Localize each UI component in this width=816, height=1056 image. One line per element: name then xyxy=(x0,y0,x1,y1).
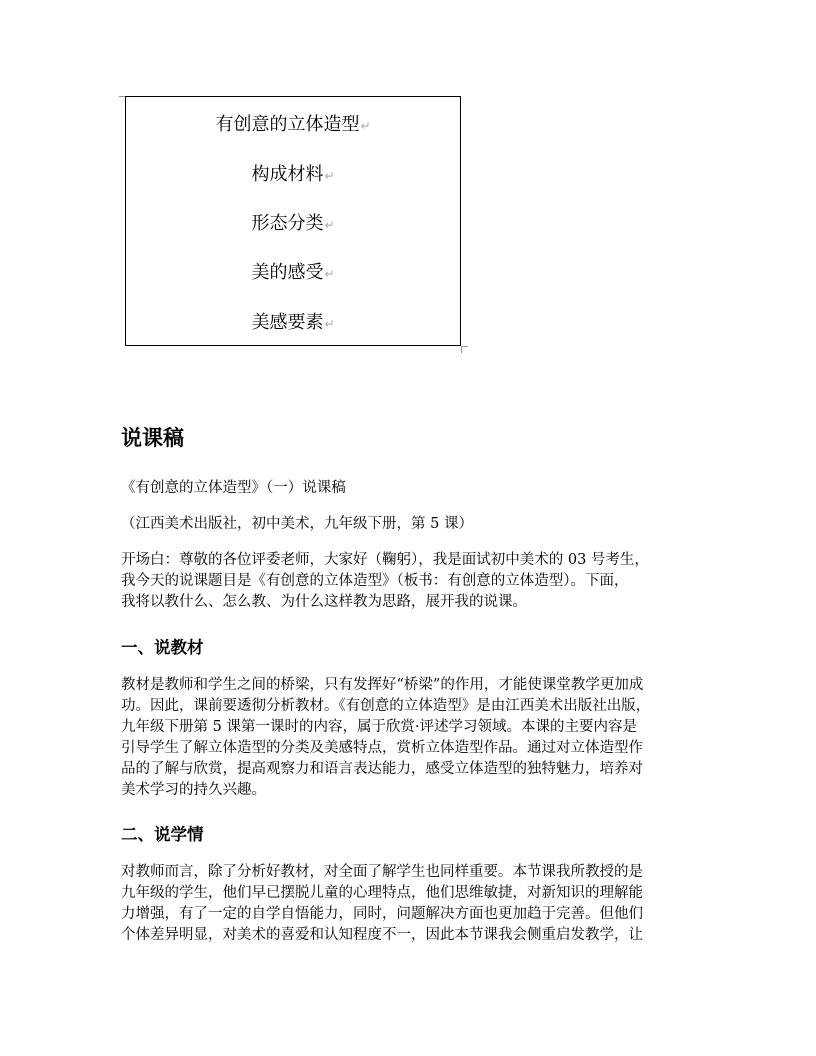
paragraph-line: 引导学生了解立体造型的分类及美感特点，赏析立体造型作品。通过对立体造型作 xyxy=(121,740,643,756)
paragraph-line: 教材是教师和学生之间的桥梁，只有发挥好“桥梁”的作用，才能使课堂教学更加成 xyxy=(121,677,644,693)
paragraph-line: 对教师而言，除了分析好教材，对全面了解学生也同样重要。本节课我所教授的是 xyxy=(121,864,643,880)
board-item-feeling: 美的感受↵ xyxy=(251,262,335,283)
section-heading-students: 二、说学情 xyxy=(121,825,204,844)
paragraph-line: 力增强，有了一定的自学自悟能力，同时，问题解决方面也更加趋于完善。但他们 xyxy=(121,906,643,922)
board-title: 有创意的立体造型↵ xyxy=(215,114,371,135)
intro-line: 开场白：尊敬的各位评委老师，大家好（鞠躬），我是面试初中美术的 03 号考生， xyxy=(121,552,649,568)
board-item-classification: 形态分类↵ xyxy=(251,213,335,234)
intro-line: 我将以教什么、怎么教、为什么这样教为思路，展开我的说课。 xyxy=(121,594,527,610)
blackboard-design-box xyxy=(125,96,461,346)
source-note: （江西美术出版社，初中美术，九年级下册，第 5 课） xyxy=(121,516,473,532)
board-item-elements: 美感要素↵ xyxy=(251,312,335,333)
section-heading-textbook: 一、说教材 xyxy=(121,638,204,657)
subtitle: 《有创意的立体造型》（一）说课稿 xyxy=(121,480,346,496)
paragraph-line: 美术学习的持久兴趣。 xyxy=(121,782,266,798)
paragraph-line: 九年级下册第 5 课第一课时的内容，属于欣赏·评述学习领域。本课的主要内容是 xyxy=(121,719,638,735)
paragraph-line: 品的了解与欣赏，提高观察力和语言表达能力，感受立体造型的独特魅力，培养对 xyxy=(121,761,643,777)
paragraph-line: 功。因此，课前要透彻分析教材。《有创意的立体造型》是由江西美术出版社出版， xyxy=(121,698,651,714)
intro-line: 我今天的说课题目是《有创意的立体造型》（板书：有创意的立体造型）。下面， xyxy=(121,573,629,589)
corner-mark xyxy=(461,346,468,353)
students-paragraph xyxy=(121,862,706,946)
paragraph-line: 九年级的学生，他们早已摆脱儿童的心理特点，他们思维敏捷，对新知识的理解能 xyxy=(121,885,643,901)
board-item-materials: 构成材料↵ xyxy=(251,164,335,185)
textbook-paragraph xyxy=(121,675,706,801)
intro-paragraph xyxy=(121,550,706,613)
page-title: 说课稿 xyxy=(121,426,184,450)
paragraph-line: 个体差异明显，对美术的喜爱和认知程度不一，因此本节课我会侧重启发教学，让 xyxy=(121,927,643,943)
